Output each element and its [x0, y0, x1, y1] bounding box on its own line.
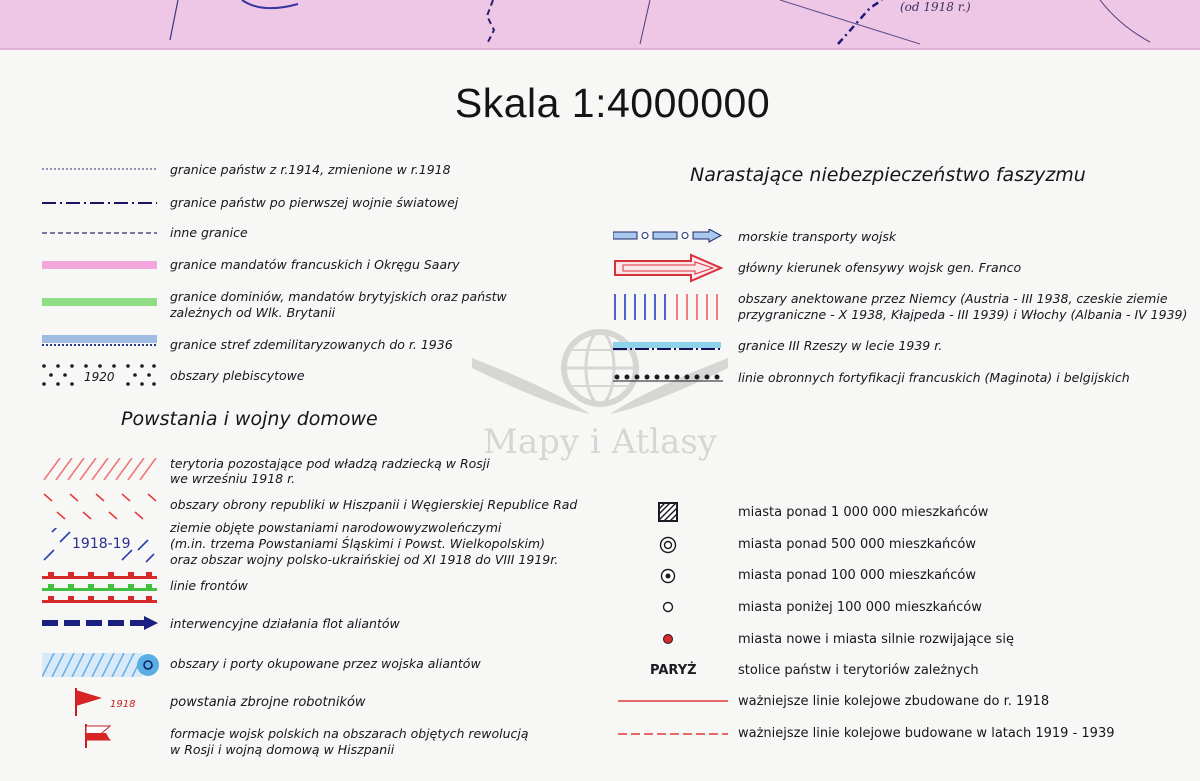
legend-label: terytoria pozostające pod władzą radziecką w Rosji	[170, 456, 490, 471]
hatched-square-icon	[658, 502, 678, 522]
legend-label: miasta poniżej 100 000 mieszkańców	[738, 600, 982, 615]
uprising-year: 1918	[110, 699, 136, 710]
legend-label: obszary plebiscytowe	[170, 368, 305, 383]
legend-label: miasta ponad 100 000 mieszkańców	[738, 568, 977, 583]
capital-sample: PARYŻ	[650, 663, 697, 678]
sea-transport-arrow-icon	[613, 229, 723, 243]
legend-label-cont: w Rosji i wojną domową w Hiszpanii	[170, 742, 395, 757]
section-heading-fascism: Narastające niebezpieczeństwo faszyzmu	[690, 164, 1086, 186]
legend-label-cont: oraz obszar wojny polsko-ukraińskiej od XI 1918 do VIII 1919r.	[170, 552, 559, 567]
legend-label: miasta nowe i miasta silnie rozwijające się	[738, 632, 1014, 647]
solid-rail-symbol	[618, 698, 728, 704]
double-circle-icon	[659, 536, 677, 554]
legend-label-cont: (m.in. trzema Powstaniami Śląskimi i Powst. Wielkopolskim)	[170, 536, 545, 551]
red-hatch-symbol	[42, 458, 157, 480]
dotted-border-symbol	[42, 164, 157, 174]
offensive-arrow-icon	[613, 253, 723, 283]
legend-label: obszary obrony republiki w Hiszpanii i Węgierskiej Republice Rad	[170, 497, 578, 512]
pink-band-symbol	[42, 261, 157, 269]
legend-label: ziemie objęte powstaniami narodowowyzwoleńczymi	[170, 520, 502, 535]
annexed-stripes-symbol	[613, 294, 725, 320]
legend-label: granice dominiów, mandatów brytyjskich oraz państw	[170, 289, 507, 304]
legend-label: linie frontów	[170, 578, 248, 593]
section-heading-uprisings: Powstania i wojny domowe	[121, 408, 378, 430]
green-band-symbol	[42, 298, 157, 306]
legend-label: granice państw po pierwszej wojnie światowej	[170, 195, 459, 210]
map-fragment	[0, 0, 1200, 50]
uprising-years: 1918-19	[72, 536, 131, 552]
legend-label: granice państw z r.1914, zmienione w r.1918	[170, 162, 451, 177]
dashed-border-symbol	[42, 228, 157, 238]
legend-label: granice III Rzeszy w lecie 1939 r.	[738, 338, 943, 353]
legend-label: miasta ponad 1 000 000 mieszkańców	[738, 505, 989, 520]
legend-label: główny kierunek ofensywy wojsk gen. Franco	[738, 260, 1022, 275]
plebiscite-year: 1920	[84, 370, 115, 384]
watermark-text: Mapy i Atlasy	[483, 422, 717, 462]
legend-label: miasta ponad 500 000 mieszkańców	[738, 537, 977, 552]
red-dash-pattern-symbol	[42, 492, 157, 524]
legend-label: ważniejsze linie kolejowe zbudowane do r. 1918	[738, 694, 1050, 709]
reich-border-symbol	[613, 340, 723, 354]
legend-label: formacje wojsk polskich na obszarach objętych rewolucją	[170, 726, 529, 741]
polish-flag-icon	[84, 724, 114, 748]
map-note: (od 1918 r.)	[900, 0, 971, 14]
dashed-arrow-icon	[42, 616, 158, 630]
small-circle-icon	[662, 601, 674, 613]
dashed-rail-symbol	[618, 731, 728, 737]
legend-label: granice stref zdemilitaryzowanych do r. 1936	[170, 337, 453, 352]
legend-label: granice mandatów francuskich i Okręgu Saary	[170, 257, 460, 272]
legend-label: linie obronnych fortyfikacji francuskich (Maginota) i belgijskich	[738, 370, 1130, 385]
legend-label: interwencyjne działania flot aliantów	[170, 616, 400, 631]
front-lines-symbol	[42, 572, 157, 606]
red-circle-icon	[662, 633, 674, 645]
legend-label-cont: przygraniczne - X 1938, Kłajpeda - III 1939) i Włochy (Albania - IV 1939)	[738, 307, 1188, 322]
red-flag-icon	[74, 688, 104, 716]
dash-dot-border-symbol	[42, 198, 157, 208]
legend-label: stolice państw i terytoriów zależnych	[738, 663, 979, 678]
legend-label-cont: zależnych od Wlk. Brytanii	[170, 305, 336, 320]
map-borders	[0, 0, 1200, 48]
legend-label: powstania zbrojne robotników	[170, 695, 366, 710]
dot-circle-icon	[660, 568, 676, 584]
scale-title: Skala 1:4000000	[454, 80, 771, 126]
legend-label: ważniejsze linie kolejowe budowane w latach 1919 - 1939	[738, 726, 1115, 741]
legend-label: morskie transporty wojsk	[738, 229, 897, 244]
legend-label: inne granice	[170, 225, 248, 240]
legend-label: obszary i porty okupowane przez wojska aliantów	[170, 656, 481, 671]
demilitarized-band-symbol	[42, 334, 157, 348]
legend-label-cont: we wrześniu 1918 r.	[170, 471, 296, 486]
blue-hatch-port-symbol	[42, 653, 160, 677]
fortification-line-symbol	[613, 372, 725, 384]
legend-label: obszary anektowane przez Niemcy (Austria - III 1938, czeskie ziemie	[738, 291, 1168, 306]
